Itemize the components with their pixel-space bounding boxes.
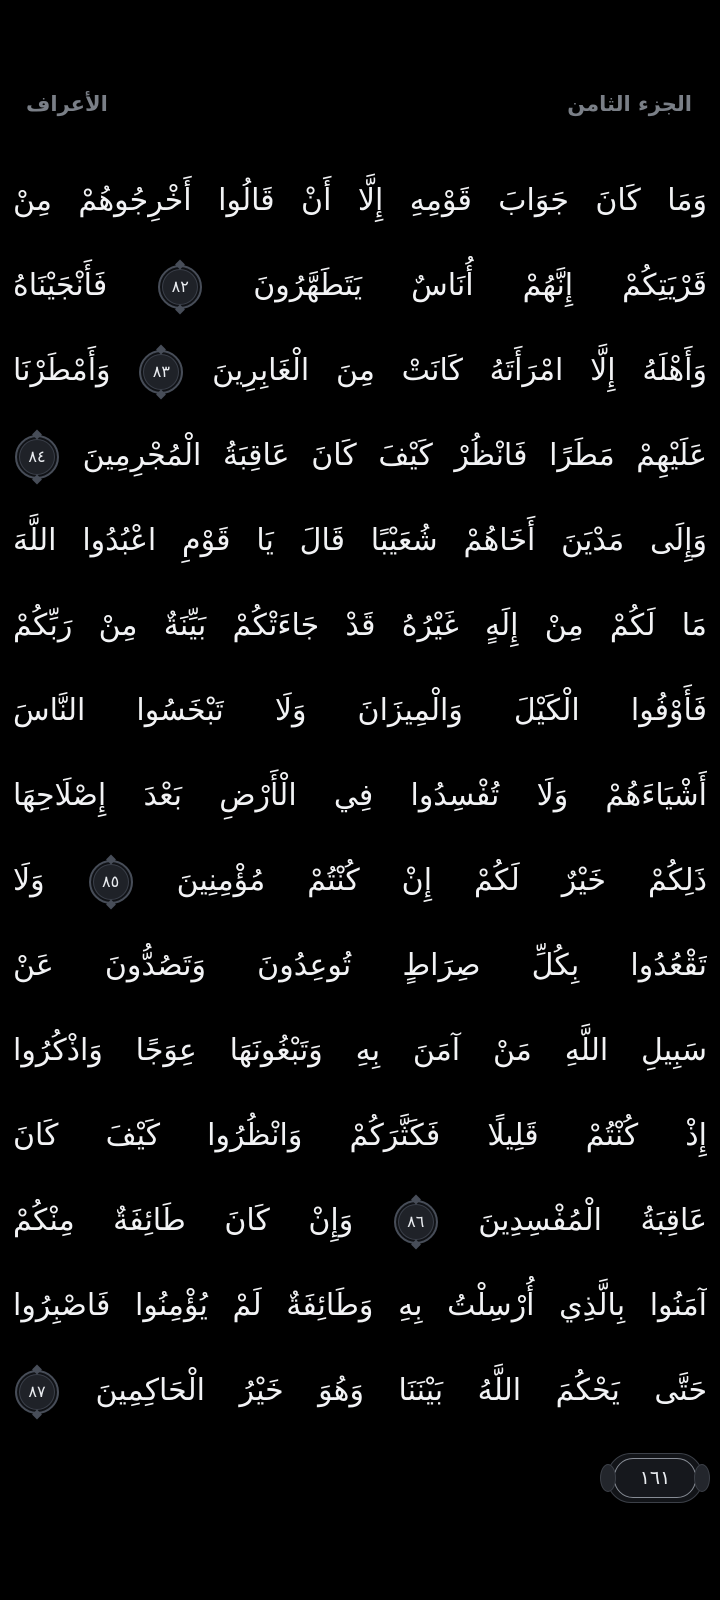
mushaf-line [13,668,707,753]
ayah-text: ذَلِكُمْ خَيْرٌ لَكُمْ إِنْ كُنْتُمْ مُؤْمِنِينَ [176,863,707,898]
page-number: ١٦١ [639,1466,671,1489]
mushaf-line [13,413,707,498]
ayah-end-marker [15,435,59,479]
mushaf-line [13,1348,707,1433]
ayah-text: آمَنُوا بِالَّذِي أُرْسِلْتُ بِهِ وَطَائِفَةٌ لَمْ يُؤْمِنُوا فَاصْبِرُوا [13,1288,707,1323]
mushaf-line [13,923,707,1008]
ayah-text: وَلَا [13,863,45,898]
ayah-number: ٨٥ [102,871,120,891]
ayah-text: عَاقِبَةُ الْمُفْسِدِينَ [478,1203,707,1238]
ayah-text: قَرْيَتِكُمْ إِنَّهُمْ أُنَاسٌ يَتَطَهَّرُونَ [253,268,707,303]
mushaf-line [13,498,707,583]
mushaf-line [13,328,707,413]
mushaf-line [13,1008,707,1093]
ayah-number: ٨٧ [28,1381,46,1401]
ayah-text: وَأَمْطَرْنَا [13,353,111,388]
mushaf-line [13,1093,707,1178]
ayah-text: عَلَيْهِمْ مَطَرًا فَانْظُرْ كَيْفَ كَانَ عَاقِبَةُ الْمُجْرِمِينَ [82,438,707,473]
ayah-text: وَإِلَى مَدْيَنَ أَخَاهُمْ شُعَيْبًا قَالَ يَا قَوْمِ اعْبُدُوا اللَّهَ [13,523,707,558]
mushaf-line [13,1178,707,1263]
ayah-number: ٨٤ [28,446,46,466]
page-header [26,92,692,116]
ayah-number: ٨٦ [407,1211,425,1231]
mushaf-line [13,753,707,838]
juz-label: الجزء الثامن [567,92,692,116]
ayah-text: إِذْ كُنْتُمْ قَلِيلًا فَكَثَّرَكُمْ وَانْظُرُوا كَيْفَ كَانَ [13,1118,707,1153]
mushaf-line [13,1263,707,1348]
ayah-text: تَقْعُدُوا بِكُلِّ صِرَاطٍ تُوعِدُونَ وَتَصُدُّونَ عَنْ [13,948,707,983]
ayah-end-marker [394,1200,438,1244]
mushaf-line [13,243,707,328]
page-number-badge [607,1453,703,1503]
ayah-text: فَأَنْجَيْنَاهُ [13,268,108,303]
mushaf-line [13,158,707,243]
badge-ornament-left-icon [600,1464,616,1492]
mushaf-line [13,838,707,923]
page-number-frame [614,1458,696,1498]
mushaf-lines [13,158,707,1433]
surah-label: الأعراف [26,92,108,116]
ayah-text: وَأَهْلَهُ إِلَّا امْرَأَتَهُ كَانَتْ مِنَ الْغَابِرِينَ [212,353,707,388]
ayah-number: ٨٢ [171,276,189,296]
ayah-text: وَإِنْ كَانَ طَائِفَةٌ مِنْكُمْ [13,1203,354,1238]
ayah-end-marker [89,860,133,904]
ayah-text: مَا لَكُمْ مِنْ إِلَهٍ غَيْرُهُ قَدْ جَاءَتْكُمْ بَيِّنَةٌ مِنْ رَبِّكُمْ [13,608,707,643]
ayah-text: حَتَّى يَحْكُمَ اللَّهُ بَيْنَنَا وَهُوَ خَيْرُ الْحَاكِمِينَ [95,1373,707,1408]
ayah-number: ٨٣ [152,361,170,381]
ayah-end-marker [15,1370,59,1414]
ayah-text: سَبِيلِ اللَّهِ مَنْ آمَنَ بِهِ وَتَبْغُونَهَا عِوَجًا وَاذْكُرُوا [13,1033,707,1068]
ayah-end-marker [139,350,183,394]
badge-ornament-right-icon [694,1464,710,1492]
ayah-text: وَمَا كَانَ جَوَابَ قَوْمِهِ إِلَّا أَنْ قَالُوا أَخْرِجُوهُمْ مِنْ [13,183,707,218]
mushaf-line [13,583,707,668]
ayah-end-marker [158,265,202,309]
ayah-text: فَأَوْفُوا الْكَيْلَ وَالْمِيزَانَ وَلَا تَبْخَسُوا النَّاسَ [13,693,707,728]
ayah-text: أَشْيَاءَهُمْ وَلَا تُفْسِدُوا فِي الْأَرْضِ بَعْدَ إِصْلَاحِهَا [13,778,707,813]
